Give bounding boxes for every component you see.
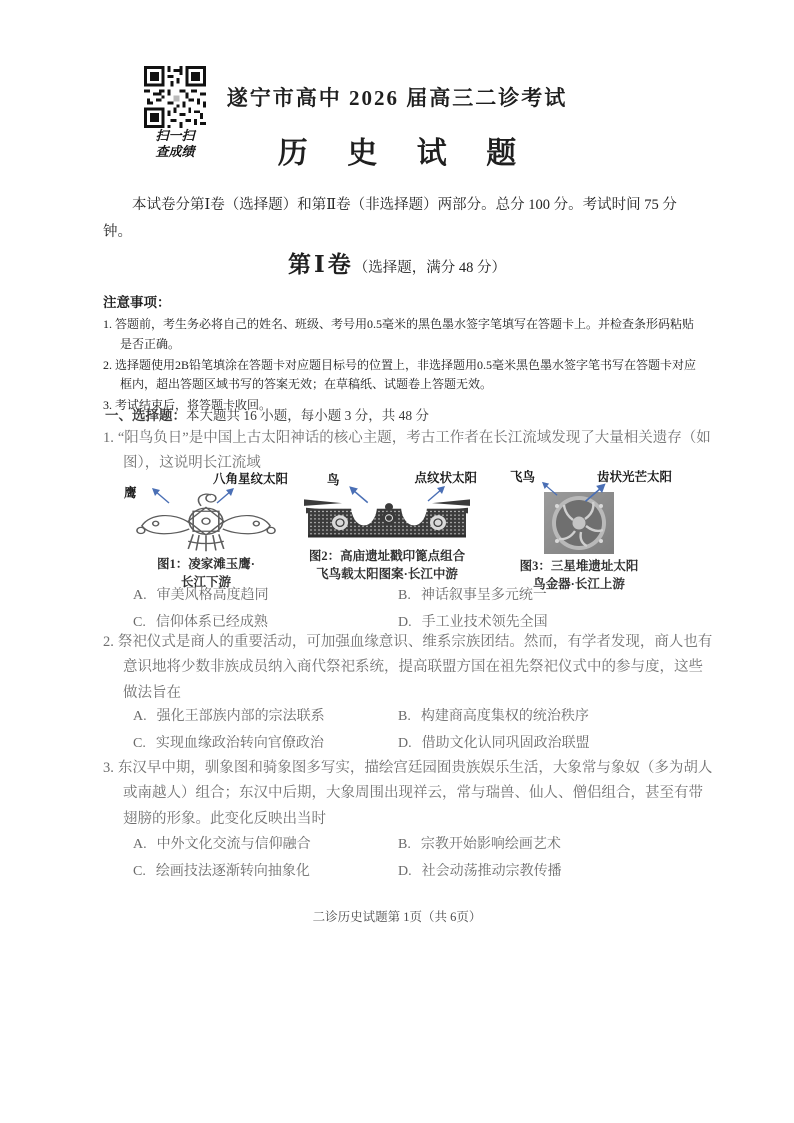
question-3-option-a [133,833,398,853]
question-3-option-b [398,833,689,853]
question-2-option-c [133,732,398,752]
figure-3 [486,470,672,593]
part1-subtitle: （选择题，满分 48 分） [353,260,506,276]
question-1-options [133,584,689,631]
option-key: B. [398,588,411,603]
option-key: D. [398,736,412,751]
figure-3-caption-line1: 图3：三星堆遗址太阳 [519,559,639,573]
figure-2-caption [297,547,477,583]
question-2 [103,630,717,706]
arrow-up-right-icon [214,487,236,505]
question-3-text: 东汉早中期，驯象图和骑象图多写实，描绘宫廷园囿贵族娱乐生活，大象常与象奴（多为胡人或南越人）组合；东汉中后期，大象周围出现祥云，常与瑞兽、仙人、僧侣组合，甚至有带翅膀的形象。此变化反映出当时 [117,760,713,827]
option-key: D. [398,864,412,879]
exam-intro-paragraph: 本试卷分第Ⅰ卷（选择题）和第Ⅱ卷（非选择题）两部分。总分 100 分。考试时间 75 分钟。 [103,197,677,240]
option-text: 构建商高度集权的统治秩序 [420,709,589,724]
figure-2-label-dot-sun: 点纹状太阳 [414,471,477,485]
qr-caption-line1: 扫一扫 [155,128,195,143]
choice-section-detail: 本大题共 16 小题，每小题 3 分，共 48 分 [186,408,429,423]
option-text: 强化王部族内部的宗法联系 [156,709,325,724]
choice-section-label: 一、选择题： [105,408,186,423]
option-text: 实现血缘政治转向官僚政治 [155,736,324,751]
notices-title: 注意事项： [103,295,171,310]
exam-title: 遂宁市高中 2026 届高三二诊考试 [226,86,568,110]
option-key: C. [133,864,146,879]
question-1-option-d [398,611,689,631]
figure-3-label-ray-sun: 齿状光芒太阳 [596,470,672,484]
question-1-option-c [133,611,398,631]
figure-2 [297,470,477,593]
question-3-option-d [398,860,689,880]
figure-1-caption-line2: 长江下游 [180,575,231,590]
option-text: 神话叙事呈多元统一 [420,588,547,603]
option-key: D. [398,615,412,630]
part1-title: 第Ⅰ卷 [287,252,354,277]
option-key: A. [133,588,147,603]
figure-3-caption-line2: 鸟金器·长江上游 [533,577,625,592]
qr-caption-line2: 查成绩 [155,144,195,160]
option-text: 信仰体系已经成熟 [155,615,268,630]
choice-section-instruction [105,404,695,424]
option-text: 中外文化交流与信仰融合 [156,837,311,852]
option-key: B. [398,837,411,852]
option-text: 绘画技法逐渐转向抽象化 [155,864,310,879]
question-3 [103,756,717,832]
question-1-option-b [398,584,689,604]
figure-1 [124,470,288,593]
question-1-figures [124,470,672,593]
arrow-up-left-icon [150,487,172,505]
page-footer: 二诊历史试题第 1页（共 6页） [312,910,482,924]
question-3-number: 3. [103,760,114,776]
figure-2-caption-line2: 飞鸟载太阳图案·长江中游 [316,567,458,582]
question-2-option-a [133,705,398,725]
arrow-up-left-icon [540,481,560,497]
figure-1-label-star-sun: 八角星纹太阳 [212,472,288,486]
figure-2-label-bird: 鸟 [327,473,340,487]
question-2-option-d [398,732,689,752]
arrow-up-left-icon [347,485,371,505]
option-text: 宗教开始影响绘画艺术 [420,837,561,852]
sanxingdui-sun-bird-photo [529,492,629,554]
option-text: 借助文化认同巩固政治联盟 [421,736,590,751]
figure-1-label-eagle: 鹰 [124,486,137,500]
question-2-number: 2. [103,634,114,650]
part1-heading [0,246,794,279]
question-3-option-c [133,860,398,880]
option-key: C. [133,736,146,751]
option-key: B. [398,709,411,724]
subject-title: 历 史 试 题 [277,137,533,170]
figure-3-label-flying-bird: 飞鸟 [510,470,536,484]
option-text: 审美风格高度趋同 [156,588,269,603]
option-key: A. [133,837,147,852]
arrow-up-right-icon [425,484,447,504]
question-1-text: “阳鸟负日”是中国上古太阳神话的核心主题，考古工作者在长江流域发现了大量相关遗存（如图），这说明长江流域 [117,430,711,472]
question-2-text: 祭祀仪式是商人的重要活动，可加强血缘意识、维系宗族团结。然而，有学者发现，商人也有意识地将少数非族成员纳入商代祭祀系统，提高联盟方国在祖先祭祀仪式中的参与度，这些做法旨在 [117,634,713,701]
question-3-options [133,833,689,880]
option-key: C. [133,615,146,630]
option-text: 社会动荡推动宗教传播 [421,864,562,879]
option-key: A. [133,709,147,724]
notice-item-1: 1. 答题前，考生务必将自己的姓名、班级、考号用0.5毫米的黑色墨水签字笔填写在答题卡上。并检查条形码粘贴是否正确。 [103,317,695,351]
figure-1-caption-line1: 图1：凌家滩玉鹰· [157,557,255,571]
notice-item-3: 3. 考试结束后，将答题卡收回。 [103,398,272,413]
figure-2-caption-line1: 图2：高庙遗址戳印篦点组合 [308,549,466,563]
option-text: 手工业技术领先全国 [421,615,548,630]
question-1-option-a [133,584,398,604]
question-2-option-b [398,705,689,725]
arrow-up-right-icon [582,482,608,504]
notices-block [103,291,699,417]
notice-item-2: 2. 选择题使用2B铅笔填涂在答题卡对应题目标号的位置上，非选择题用0.5毫米黑色墨水签字笔书写在答题卡对应框内，超出答题区域书写的答案无效；在草稿纸、试题卷上答题无效。 [103,357,697,392]
question-2-options [133,705,689,752]
question-1-number: 1. [103,430,114,446]
